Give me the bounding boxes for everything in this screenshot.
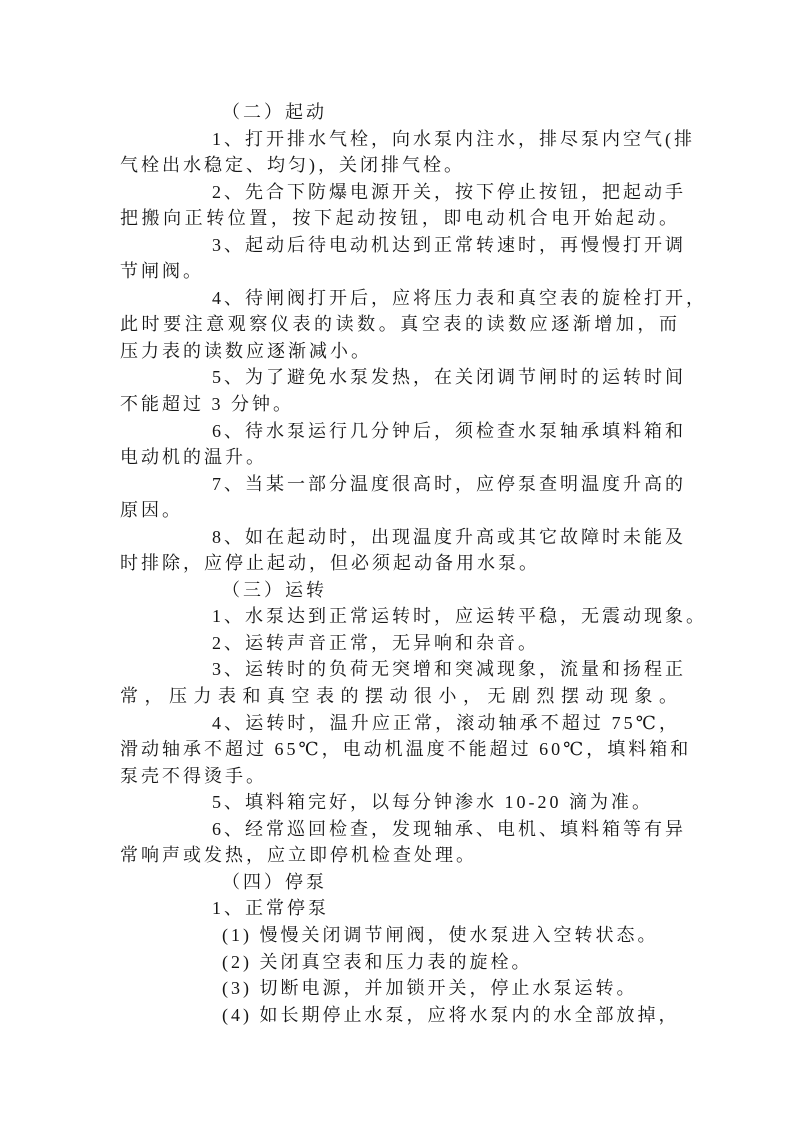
startup-item-8-line-2: 时排除，应停止起动，但必须起动备用水泵。 <box>120 553 540 574</box>
startup-item-2-line-1: 2、先合下防爆电源开关，按下停止按钮，把起动手 <box>212 181 686 202</box>
shutdown-subitem-2: (2) 关闭真空表和压力表的旋栓。 <box>222 951 533 972</box>
startup-item-6-line-1: 6、待水泵运行几分钟后，须检查水泵轴承填料箱和 <box>212 420 686 441</box>
startup-item-8-line-1: 8、如在起动时，出现温度升高或其它故障时未能及 <box>212 526 686 547</box>
section-heading-startup: （二）起动 <box>222 102 327 122</box>
startup-item-3-line-2: 节闸阀。 <box>120 261 204 282</box>
shutdown-subitem-4: (4) 如长期停止水泵，应将水泵内的水全部放掉， <box>222 1004 680 1025</box>
startup-item-4-line-1: 4、待闸阀打开后，应将压力表和真空表的旋栓打开， <box>212 287 707 308</box>
operation-item-4-line-3: 泵壳不得烫手。 <box>120 765 267 786</box>
startup-item-6-line-2: 电动机的温升。 <box>120 447 267 468</box>
operation-item-3-line-2: 常，压力表和真空表的摆动很小，无剧烈摆动现象。 <box>120 686 680 707</box>
document-body <box>120 99 707 1028</box>
startup-item-7-line-2: 原因。 <box>120 500 183 521</box>
operation-item-4-line-1: 4、运转时，温升应正常，滚动轴承不超过 75℃， <box>212 712 680 733</box>
shutdown-subitem-1: (1) 慢慢关闭调节闸阀，使水泵进入空转状态。 <box>222 924 659 945</box>
operation-item-2-line-1: 2、运转声音正常，无异响和杂音。 <box>212 632 539 653</box>
startup-item-1-line-1: 1、打开排水气栓，向水泵内注水，排尽泵内空气(排 <box>212 128 695 149</box>
startup-item-4-line-3: 压力表的读数应逐渐减小。 <box>120 340 372 361</box>
operation-item-6-line-1: 6、经常巡回检查，发现轴承、电机、填料箱等有异 <box>212 818 686 839</box>
startup-item-3-line-1: 3、起动后待电动机达到正常转速时，再慢慢打开调 <box>212 234 686 255</box>
startup-item-5-line-1: 5、为了避免水泵发热，在关闭调节闸时的运转时间 <box>212 367 686 388</box>
startup-item-2-line-2: 把搬向正转位置，按下起动按钮，即电动机合电开始起动。 <box>120 208 680 229</box>
startup-item-5-line-2: 不能超过 3 分钟。 <box>120 394 294 415</box>
section-heading-shutdown: （四）停泵 <box>222 871 327 892</box>
section-heading-operation: （三）运转 <box>222 579 327 600</box>
startup-item-7-line-1: 7、当某一部分温度很高时，应停泵查明温度升高的 <box>212 473 686 494</box>
operation-item-4-line-2: 滑动轴承不超过 65℃，电动机温度不能超过 60℃，填料箱和 <box>120 739 692 760</box>
shutdown-subitem-3: (3) 切断电源，并加锁开关，停止水泵运转。 <box>222 978 638 999</box>
operation-item-6-line-2: 常响声或发热，应立即停机检查处理。 <box>120 845 477 866</box>
startup-item-1-line-2: 气栓出水稳定、均匀)，关闭排气栓。 <box>120 155 465 176</box>
operation-item-1-line-1: 1、水泵达到正常运转时，应运转平稳，无震动现象。 <box>212 606 707 627</box>
shutdown-item-1: 1、正常停泵 <box>212 898 329 919</box>
startup-item-4-line-2: 此时要注意观察仪表的读数。真空表的读数应逐渐增加，而 <box>120 314 680 335</box>
operation-item-3-line-1: 3、运转时的负荷无突增和突减现象，流量和扬程正 <box>212 659 686 680</box>
operation-item-5-line-1: 5、填料箱完好，以每分钟渗水 10-20 滴为准。 <box>212 792 653 813</box>
